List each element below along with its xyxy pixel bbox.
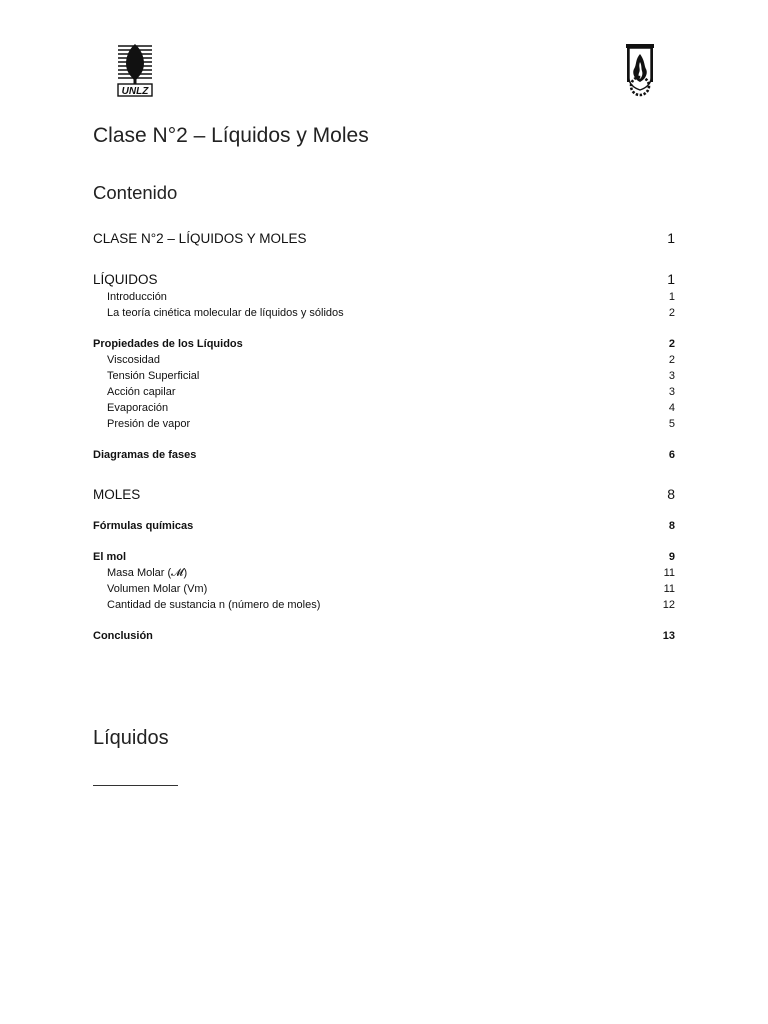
- toc-entry-page: 5: [668, 418, 675, 430]
- toc-entry-label: El mol: [93, 551, 127, 563]
- toc-entry[interactable]: [93, 291, 675, 303]
- toc-entry[interactable]: [93, 307, 675, 319]
- toc-entry-label: Diagramas de fases: [93, 449, 197, 461]
- toc-entry[interactable]: [93, 551, 675, 563]
- toc-entry[interactable]: [93, 402, 675, 414]
- toc-entry[interactable]: [93, 599, 675, 611]
- unlz-logo-icon: [116, 42, 154, 98]
- toc-entry-page: 13: [662, 630, 675, 642]
- toc-entry-label: Propiedades de los Líquidos: [93, 338, 243, 350]
- toc-entry[interactable]: [93, 271, 675, 287]
- toc-entry-label: Tensión Superficial: [107, 370, 200, 382]
- toc-entry[interactable]: [93, 418, 675, 430]
- toc-entry-page: 8: [667, 486, 675, 502]
- heading-rule: [93, 785, 178, 786]
- toc-entry[interactable]: [93, 583, 675, 595]
- toc-entry-label: Fórmulas químicas: [93, 520, 194, 532]
- toc-entry-label: Viscosidad: [107, 354, 160, 366]
- contents-heading: Contenido: [93, 182, 178, 203]
- toc-entry-page: 9: [668, 551, 675, 563]
- toc-entry-page: 12: [662, 599, 675, 611]
- toc-entry[interactable]: [93, 630, 675, 642]
- toc-entry-label: Cantidad de sustancia n (número de moles): [107, 599, 321, 611]
- section-heading: Líquidos: [93, 727, 169, 749]
- toc-entry-page: 1: [667, 271, 675, 287]
- unlz-logo-text: UNLZ: [121, 86, 149, 97]
- toc-entry-page: 6: [668, 449, 675, 461]
- toc-entry-page: 11: [663, 583, 675, 595]
- toc-entry-page: 3: [668, 386, 675, 398]
- toc-entry-page: 2: [668, 354, 675, 366]
- toc-entry[interactable]: [93, 567, 675, 580]
- toc-entry-page: 11: [663, 567, 675, 579]
- toc-entry-page: 2: [668, 338, 675, 350]
- faculty-crest-icon: [620, 42, 660, 98]
- toc-entry-page: 1: [667, 230, 675, 246]
- toc-entry-label: Masa Molar (𝓜): [107, 567, 188, 579]
- toc-entry-label: LÍQUIDOS: [93, 272, 158, 287]
- toc-entry-page: 2: [668, 307, 675, 319]
- toc-entry-page: 8: [668, 520, 675, 532]
- toc-entry[interactable]: [93, 386, 675, 398]
- toc-entry[interactable]: [93, 486, 675, 502]
- toc-entry-label: La teoría cinética molecular de líquidos y sólidos: [107, 307, 344, 319]
- toc-entry-label: Volumen Molar (Vm): [107, 583, 208, 595]
- toc-entry-label: Acción capilar: [107, 386, 176, 398]
- document-title: Clase N°2 – Líquidos y Moles: [93, 124, 369, 147]
- toc-entry-label: Conclusión: [93, 630, 153, 642]
- toc-entry[interactable]: [93, 520, 675, 532]
- toc-entry-label: MOLES: [93, 487, 141, 502]
- toc-entry-label: Evaporación: [107, 402, 169, 414]
- toc-entry[interactable]: [93, 230, 675, 246]
- toc-entry-label: Introducción: [107, 291, 167, 303]
- toc-entry-label: Presión de vapor: [107, 418, 191, 430]
- toc-entry-page: 1: [668, 291, 675, 303]
- toc-entry-page: 4: [668, 402, 675, 414]
- toc-entry[interactable]: [93, 449, 675, 461]
- toc-entry[interactable]: [93, 354, 675, 366]
- toc-entry[interactable]: [93, 338, 675, 350]
- toc-entry-label: CLASE N°2 – LÍQUIDOS Y MOLES: [93, 231, 307, 246]
- toc-entry-page: 3: [668, 370, 675, 382]
- toc-entry[interactable]: [93, 370, 675, 382]
